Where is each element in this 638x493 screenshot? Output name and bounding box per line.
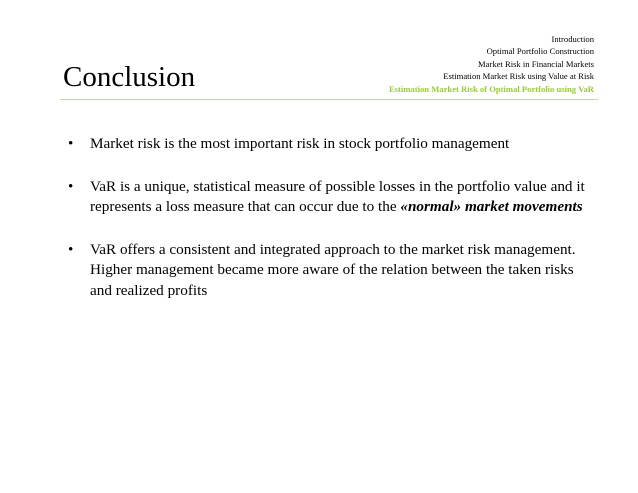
bullet-item: [68, 240, 588, 302]
nav-item-optimal-portfolio-construction[interactable]: Optimal Portfolio Construction: [486, 46, 594, 57]
header-divider: [60, 99, 598, 100]
nav-item-estimation-optimal-portfolio-var[interactable]: Estimation Market Risk of Optimal Portfolio using VaR: [388, 83, 594, 94]
nav-item-introduction[interactable]: Introduction: [551, 34, 594, 44]
bullet-text: VaR is a unique, statistical measure of possible losses in the portfolio value and it represents a loss measure that can occur due to the: [90, 177, 585, 215]
bullet-dot-icon: •: [68, 135, 74, 152]
bullet-item: [68, 134, 588, 155]
bullet-list: [68, 134, 588, 323]
bullet-dot-icon: •: [68, 240, 74, 258]
nav-item-market-risk-in-financial-markets[interactable]: Market Risk in Financial Markets: [478, 58, 594, 69]
nav-item-estimation-market-risk-var[interactable]: Estimation Market Risk using Value at Risk: [443, 71, 594, 82]
bullet-emphasis: «normal» market movements: [400, 198, 583, 215]
section-navigation: [389, 33, 594, 95]
bullet-text: VaR offers a consistent and integrated approach to the market risk management. Higher management became more aware of the relation between the taken risks and realized profits: [90, 240, 576, 299]
slide-title: Conclusion: [63, 61, 196, 93]
bullet-dot-icon: •: [68, 177, 74, 195]
bullet-text: Market risk is the most important risk in stock portfolio management: [90, 135, 510, 152]
bullet-item: [68, 177, 588, 218]
